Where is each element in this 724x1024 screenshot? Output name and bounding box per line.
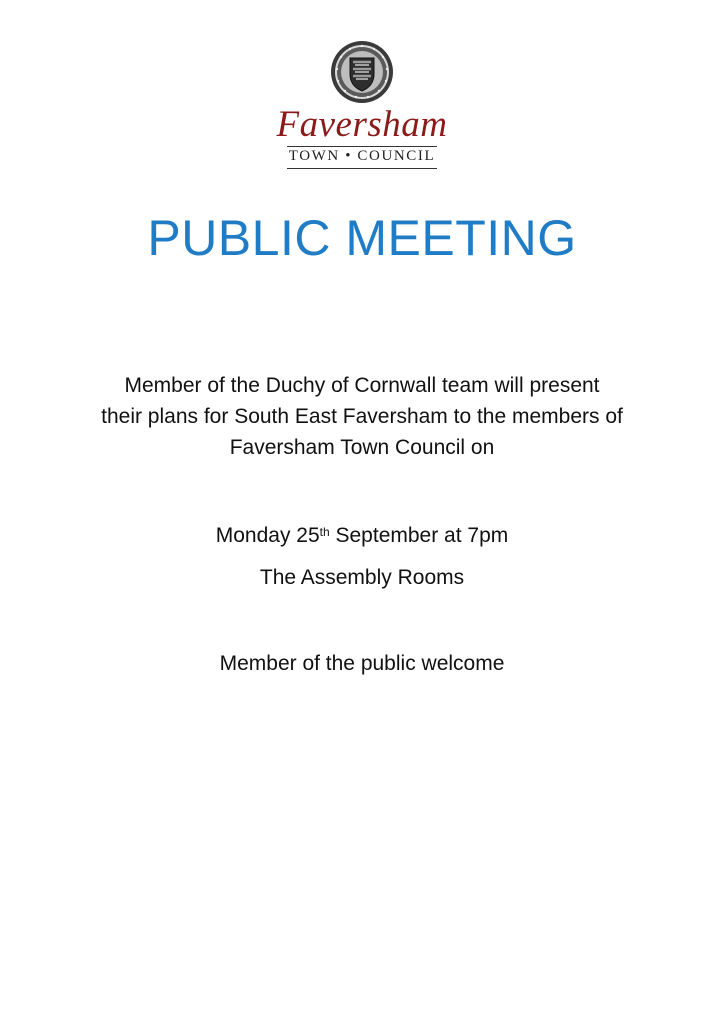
event-date-ordinal: th <box>319 525 330 539</box>
logo-wordmark: Faversham <box>276 104 448 145</box>
event-date-day: Monday 25 <box>215 524 320 547</box>
event-venue: The Assembly Rooms <box>259 566 465 589</box>
closing-note: Member of the public welcome <box>219 652 505 675</box>
page-title: PUBLIC MEETING <box>147 210 577 266</box>
intro-line: Member of the Duchy of Cornwall team will present <box>124 374 600 397</box>
logo-subtitle: TOWN • COUNCIL <box>287 146 438 169</box>
intro-line: Faversham Town Council on <box>229 436 495 459</box>
event-date <box>0 520 724 551</box>
event-date-rest: September at 7pm <box>329 524 509 547</box>
intro-paragraph <box>0 370 724 463</box>
council-logo <box>0 40 724 169</box>
intro-line: their plans for South East Faversham to the members of <box>101 405 623 428</box>
council-seal-icon <box>330 40 394 104</box>
